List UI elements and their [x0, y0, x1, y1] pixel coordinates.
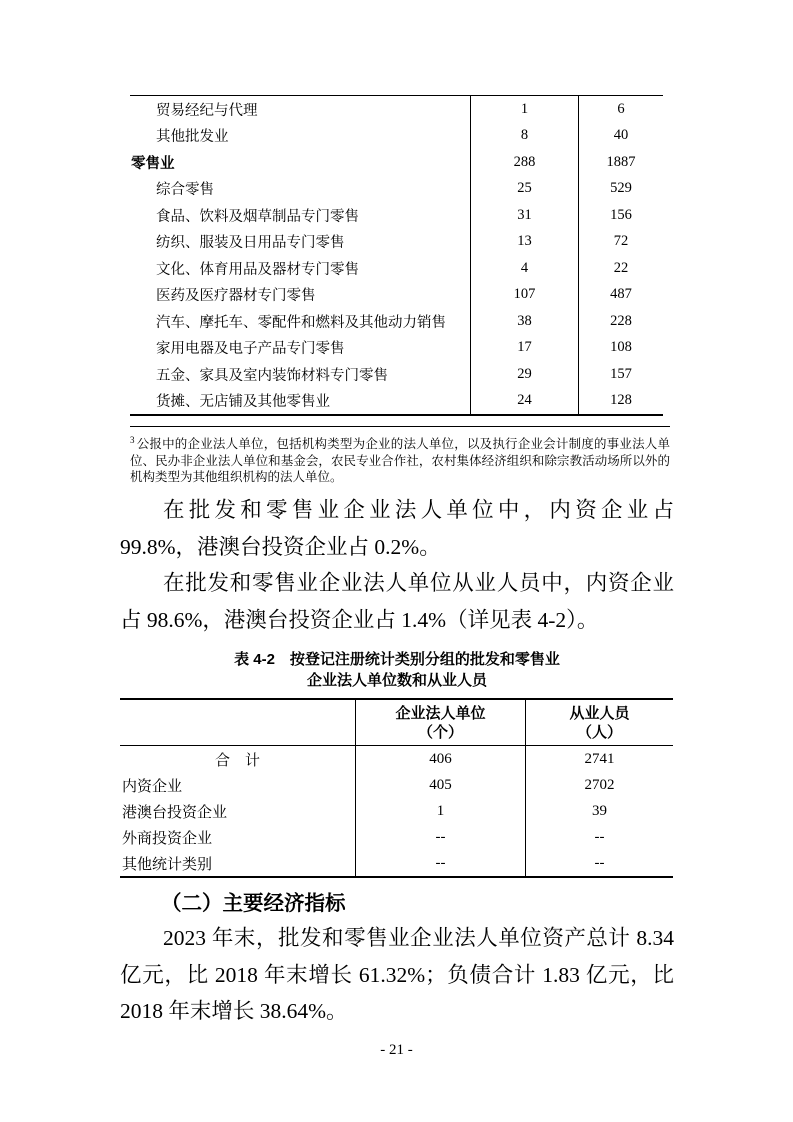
units-value: 406 — [355, 746, 525, 772]
section-heading: （二）主要经济指标 — [161, 892, 346, 915]
employees-value: 156 — [578, 202, 663, 229]
table-row — [130, 123, 663, 150]
employees-value: 22 — [578, 255, 663, 282]
table-row — [130, 388, 663, 415]
table-4-2-title-line1: 表 4-2 按登记注册统计类别分组的批发和零售业 — [234, 651, 560, 668]
category-label: 合 计 — [214, 752, 260, 769]
page-number: - 21 - — [380, 1042, 413, 1058]
table-row — [130, 96, 663, 123]
industry-label: 家用电器及电子产品专门零售 — [156, 341, 345, 358]
paragraph-domestic-share: 在批发和零售业企业法人单位中，内资企业占 99.8%，港澳台投资企业占 0.2%。 — [120, 498, 674, 559]
employees-value: 487 — [578, 282, 663, 309]
units-value: 1 — [470, 96, 578, 123]
industry-label: 食品、饮料及烟草制品专门零售 — [156, 208, 359, 225]
table-4-2-header-row — [120, 700, 673, 746]
paragraph-employment-share: 在批发和零售业企业法人单位从业人员中，内资企业占 98.6%，港澳台投资企业占 1.4%（详见表 4-2）。 — [120, 571, 674, 632]
table-row — [120, 850, 673, 876]
industry-label: 医药及医疗器材专门零售 — [156, 288, 316, 305]
employees-value: 2741 — [525, 746, 673, 772]
units-value: 288 — [470, 149, 578, 176]
table-row — [120, 798, 673, 824]
units-value: 29 — [470, 361, 578, 388]
table-row — [130, 202, 663, 229]
footnote-text: 公报中的企业法人单位，包括机构类型为企业的法人单位，以及执行企业会计制度的事业法人单位、民办非企业法人单位和基金会，农民专业合作社，农村集体经济组织和除宗教活动场所以外的机构类型为其他组织机构的法人单位。 — [130, 437, 670, 485]
units-value: 405 — [355, 772, 525, 798]
industry-label: 货摊、无店铺及其他零售业 — [156, 394, 330, 411]
table-4-2-title-line2: 企业法人单位数和从业人员 — [306, 672, 487, 689]
industry-table-continued — [130, 95, 663, 416]
table-row — [120, 746, 673, 772]
category-label: 其他统计类别 — [122, 856, 213, 873]
header-empty-cell — [120, 700, 355, 745]
category-label: 外商投资企业 — [122, 830, 213, 847]
table-row — [130, 229, 663, 256]
employees-value: 108 — [578, 335, 663, 362]
employees-value: -- — [525, 824, 673, 850]
header-employees-line1: 从业人员 — [569, 704, 630, 722]
industry-group-label: 零售业 — [131, 155, 175, 172]
units-value: 25 — [470, 176, 578, 203]
units-value: -- — [355, 850, 525, 876]
header-employees-line2: （人） — [576, 723, 622, 741]
header-units-line1: 企业法人单位 — [395, 704, 486, 722]
employees-value: 39 — [525, 798, 673, 824]
table-row — [120, 824, 673, 850]
employees-value: 1887 — [578, 149, 663, 176]
industry-label: 五金、家具及室内装饰材料专门零售 — [156, 367, 388, 384]
employees-value: 157 — [578, 361, 663, 388]
table-4-2-title — [120, 649, 674, 691]
category-label: 内资企业 — [122, 778, 183, 795]
employees-value: 72 — [578, 229, 663, 256]
units-value: 8 — [470, 123, 578, 150]
units-value: -- — [355, 824, 525, 850]
employees-value: 128 — [578, 388, 663, 415]
employees-value: 40 — [578, 123, 663, 150]
table-row — [120, 772, 673, 798]
units-value: 38 — [470, 308, 578, 335]
industry-label: 文化、体育用品及器材专门零售 — [156, 261, 359, 278]
units-value: 17 — [470, 335, 578, 362]
header-units-cell — [355, 700, 525, 745]
table-row — [130, 308, 663, 335]
industry-label: 其他批发业 — [156, 129, 229, 146]
employees-value: -- — [525, 850, 673, 876]
header-units-line2: （个） — [417, 723, 463, 741]
table-row — [130, 176, 663, 203]
employees-value: 228 — [578, 308, 663, 335]
footnote — [130, 426, 670, 486]
units-value: 1 — [355, 798, 525, 824]
table-row — [130, 282, 663, 309]
units-value: 107 — [470, 282, 578, 309]
industry-label: 纺织、服装及日用品专门零售 — [156, 235, 345, 252]
industry-label: 汽车、摩托车、零配件和燃料及其他动力销售 — [156, 314, 446, 331]
industry-label: 综合零售 — [156, 182, 214, 199]
employees-value: 529 — [578, 176, 663, 203]
category-label: 港澳台投资企业 — [122, 804, 228, 821]
footnote-marker: 3 — [130, 435, 135, 445]
industry-label: 贸易经纪与代理 — [156, 102, 258, 119]
table-4-2 — [120, 698, 673, 878]
units-value: 13 — [470, 229, 578, 256]
table-row — [130, 335, 663, 362]
table-row — [130, 255, 663, 282]
units-value: 24 — [470, 388, 578, 415]
header-employees-cell — [525, 700, 673, 745]
units-value: 4 — [470, 255, 578, 282]
paragraph-economic-indicators: 2023 年末，批发和零售业企业法人单位资产总计 8.34 亿元，比 2018 年末增长 61.32%；负债合计 1.83 亿元，比 2018 年末增长 38.64%。 — [120, 926, 674, 1023]
table-row — [130, 361, 663, 388]
employees-value: 2702 — [525, 772, 673, 798]
table-row — [130, 149, 663, 176]
employees-value: 6 — [578, 96, 663, 123]
units-value: 31 — [470, 202, 578, 229]
